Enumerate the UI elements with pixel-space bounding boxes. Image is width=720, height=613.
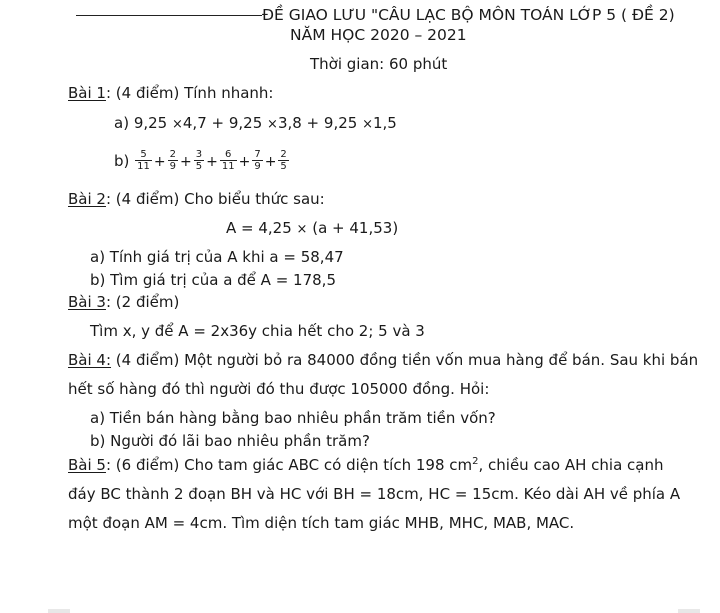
- bai1-a-term4: 1,5: [372, 114, 397, 132]
- bai4-part-b: b) Người đó lãi bao nhiêu phần trăm?: [90, 432, 370, 450]
- bai1-part-a: [114, 114, 397, 134]
- fraction-denominator: 5: [280, 161, 287, 172]
- bai1-a-term1: 9,25: [133, 114, 172, 132]
- fraction-numerator: 5: [135, 149, 152, 161]
- bai4-line1: [68, 351, 698, 369]
- bai5-superscript: 2: [472, 456, 479, 467]
- bai4-label: Bài 4:: [68, 351, 112, 369]
- bai1-heading: [68, 84, 274, 102]
- bai1-a-term3: 3,8 + 9,25: [277, 114, 363, 132]
- fraction: [194, 149, 204, 172]
- fraction-numerator: 7: [254, 149, 261, 160]
- exam-title: ĐỀ GIAO LƯU "CÂU LẠC BỘ MÔN TOÁN LỚP 5 ( ĐỀ 2): [262, 6, 675, 24]
- times-sign: ×: [171, 117, 183, 132]
- bai1-intro: : (4 điểm) Tính nhanh:: [105, 84, 274, 102]
- bai2-expression: [226, 219, 398, 239]
- plus-sign: +: [206, 154, 218, 170]
- bai2-part-b: b) Tìm giá trị của a để A = 178,5: [90, 271, 336, 289]
- bai2-part-a: a) Tính giá trị của A khi a = 58,47: [90, 248, 344, 266]
- fraction: [252, 149, 262, 172]
- bai4-line2: hết số hàng đó thì người đó thu được 105000 đồng. Hỏi:: [68, 380, 490, 398]
- bai2-expr-left: A = 4,25: [226, 219, 297, 237]
- fraction-numerator: 2: [280, 149, 287, 160]
- bai2-heading: [68, 190, 325, 208]
- fraction-numerator: 2: [169, 149, 176, 160]
- fraction: [278, 149, 288, 172]
- time-limit: Thời gian: 60 phút: [310, 55, 448, 73]
- bai2-intro: : (4 điểm) Cho biểu thức sau:: [105, 190, 325, 208]
- plus-sign: +: [238, 154, 251, 170]
- plus-sign: +: [180, 154, 192, 170]
- fraction: [220, 149, 237, 172]
- bai3-text: Tìm x, y để A = 2x36y chia hết cho 2; 5 và 3: [90, 322, 425, 340]
- bai5-line1b: , chiều cao AH chia cạnh: [478, 456, 664, 474]
- bai1-b-prefix: b): [114, 152, 135, 170]
- plus-sign: +: [153, 154, 166, 170]
- bai4-part-a: a) Tiền bán hàng bằng bao nhiêu phần trăm tiền vốn?: [90, 409, 496, 427]
- bai1-a-prefix: a): [114, 114, 134, 132]
- fraction-numerator: 6: [220, 149, 237, 161]
- plus-sign: +: [264, 154, 277, 170]
- bai3-heading: [68, 293, 179, 311]
- fraction-denominator: 11: [221, 161, 235, 172]
- bai5-line1: [68, 456, 664, 474]
- fraction-numerator: 3: [195, 149, 203, 160]
- times-sign: ×: [267, 117, 278, 132]
- bai1-a-term2: 4,7 + 9,25: [182, 114, 268, 132]
- page-edge-mark: [678, 609, 700, 613]
- fraction-denominator: 9: [169, 161, 176, 172]
- fraction-denominator: 5: [195, 161, 203, 172]
- fraction: [168, 149, 178, 172]
- school-year: NĂM HỌC 2020 – 2021: [290, 26, 467, 44]
- times-sign: ×: [296, 222, 308, 237]
- bai4-line1-text: (4 điểm) Một người bỏ ra 84000 đồng tiền vốn mua hàng để bán. Sau khi bán: [111, 351, 699, 369]
- bai3-label: Bài 3: [68, 293, 106, 311]
- bai1-part-b: [114, 147, 290, 176]
- bai5-label: Bài 5: [68, 456, 106, 474]
- fraction-denominator: 11: [137, 161, 150, 172]
- bai5-line2: đáy BC thành 2 đoạn BH và HC với BH = 18cm, HC = 15cm. Kéo dài AH về phía A: [68, 485, 681, 503]
- bai2-label: Bài 2: [68, 190, 106, 208]
- bai1-label: Bài 1: [68, 84, 106, 102]
- bai5-line3: một đoạn AM = 4cm. Tìm diện tích tam giác MHB, MHC, MAB, MAC.: [68, 514, 575, 532]
- bai3-intro: : (2 điểm): [105, 293, 180, 311]
- fraction: [135, 149, 152, 172]
- times-sign: ×: [362, 117, 373, 132]
- bai5-line1a: : (6 điểm) Cho tam giác ABC có diện tích 198 cm: [105, 456, 473, 474]
- bai2-expr-right: (a + 41,53): [312, 219, 399, 237]
- title-rule: [76, 15, 262, 16]
- page-edge-mark: [48, 609, 70, 613]
- fraction-denominator: 9: [254, 161, 261, 172]
